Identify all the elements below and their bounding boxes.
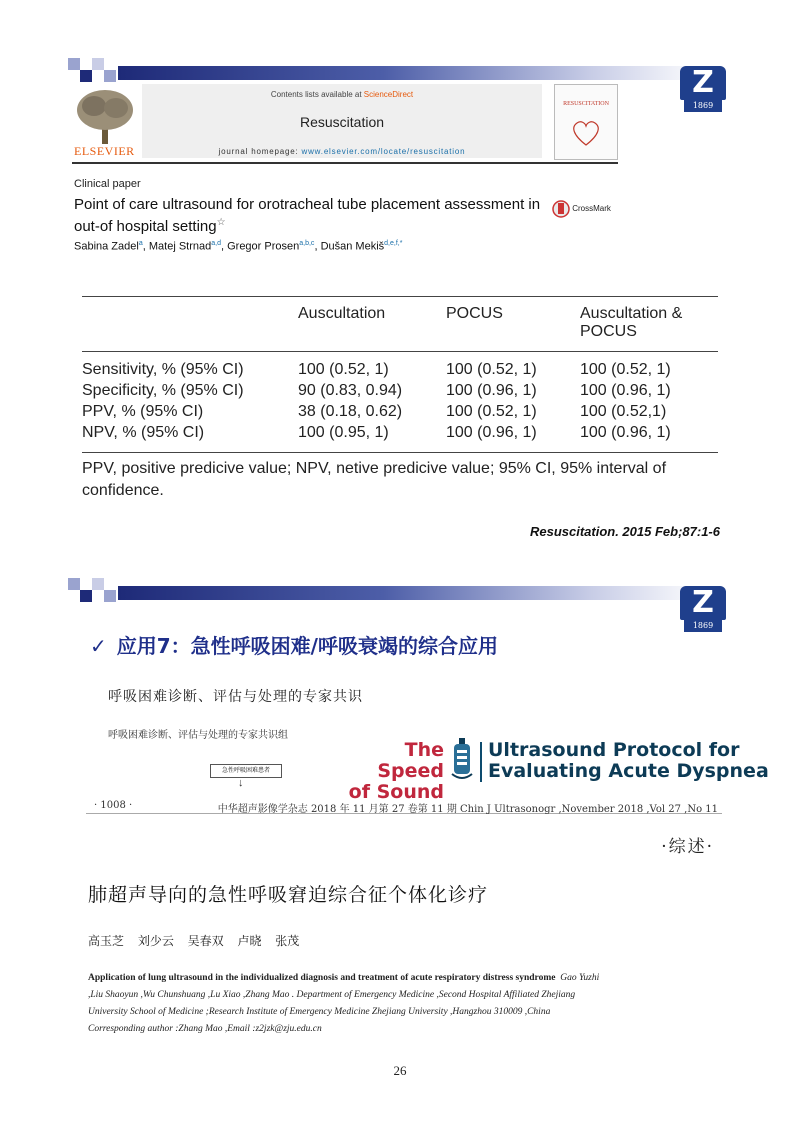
table-cell: 90 (0.83, 0.94): [298, 381, 403, 399]
table-cell: 38 (0.18, 0.62): [298, 402, 403, 420]
article-title: 肺超声导向的急性呼吸窘迫综合征个体化诊疗: [88, 884, 489, 906]
journal-reference: 中华超声影像学杂志 2018 年 11 月第 27 卷第 11 期 Chin J Ultrasonogr ,November 2018 ,Vol 27 ,No 11: [217, 804, 718, 815]
consensus-title: 呼吸困难诊断、评估与处理的专家共识: [108, 689, 363, 705]
table-header: Auscultation & POCUS: [580, 305, 683, 340]
table-bottom-rule: [82, 452, 718, 453]
table-cell: 100 (0.96, 1): [446, 423, 537, 441]
logo-letter: Z: [680, 586, 726, 620]
table-row: [82, 380, 718, 401]
table-cell: NPV, % (95% CI): [82, 423, 205, 441]
section-heading: ✓ 应用7：急性呼吸困难/呼吸衰竭的综合应用: [90, 634, 498, 658]
table-header: [82, 297, 298, 352]
table-cell: PPV, % (95% CI): [82, 402, 204, 420]
journal-page: · 1008 ·: [94, 800, 133, 811]
table-cell: 100 (0.96, 1): [580, 381, 671, 399]
table-cell: 100 (0.52, 1): [298, 360, 389, 378]
sciencedirect-link[interactable]: ScienceDirect: [363, 90, 414, 99]
journal-header: [72, 84, 618, 164]
paper-title: Point of care ultrasound for orotracheal tube placement assessment in out-of hospital setting☆: [74, 196, 541, 235]
speed-of-sound-logo: The Speed of Sound: [348, 739, 444, 803]
journal-name: Resuscitation: [299, 114, 385, 130]
publisher-name: ELSEVIER: [74, 144, 135, 158]
crossmark-icon: [552, 198, 570, 220]
logo-divider: [480, 742, 482, 782]
journal-banner: [142, 84, 542, 158]
table-cell: 100 (0.52, 1): [446, 402, 537, 420]
author: Gregor Prosen: [227, 240, 300, 253]
table-cell: 100 (0.96, 1): [446, 381, 537, 399]
table-cell: Sensitivity, % (95% CI): [82, 360, 244, 378]
journal-cover: [554, 84, 618, 160]
table-row: [82, 352, 718, 381]
table-cell: 100 (0.52, 1): [446, 360, 537, 378]
consensus-group: 呼吸困难诊断、评估与处理的专家共识组: [108, 730, 288, 741]
header-band-top: [68, 58, 708, 84]
journal-running-head: [86, 800, 722, 814]
table-cell: Specificity, % (95% CI): [82, 381, 244, 399]
university-logo-top: [680, 66, 726, 112]
heart-lungs-icon: [569, 115, 603, 149]
homepage-link[interactable]: www.elsevier.com/locate/resuscitation: [301, 147, 466, 156]
ultrasound-probe-icon: [450, 738, 474, 782]
page-number: 26: [393, 1063, 407, 1078]
author-list: Sabina Zadel$^a$, Matej Strnad$^{a,d}$, Gregor Prosen$^{a,b,c}$, Dušan Mekiš$^{d,e,f,*}$: [74, 240, 403, 253]
logo-letter: Z: [680, 66, 726, 100]
section-label: Clinical paper: [74, 178, 141, 190]
table-row: [82, 401, 718, 422]
journal-homepage: journal homepage: www.elsevier.com/locate/resuscitation: [218, 147, 466, 156]
crossmark-badge[interactable]: CrossMark: [552, 198, 611, 220]
author: Matej Strnad: [148, 240, 212, 253]
results-table: [82, 296, 718, 448]
table-cell: 100 (0.52,1): [580, 402, 667, 420]
protocol-title: Ultrasound Protocol for Evaluating Acute Dyspnea: [488, 739, 769, 782]
citation: Resuscitation. 2015 Feb;87:1-6: [529, 524, 720, 539]
flow-box: 急性呼吸困难患者: [210, 764, 282, 778]
logo-year: 1869: [684, 620, 722, 632]
table-header: Auscultation: [298, 305, 386, 322]
university-logo-second: [680, 586, 726, 632]
english-abstract-header: Application of lung ultrasound in the individualized diagnosis and treatment of acute respiratory distress syndrome Gao Yuzhi ,Liu Shaoyun ,Wu Chunshuang ,Lu Xiao ,Zhang Mao . Department of Emergency Medicine ,Second Hospital Affiliated Zhejiang University School of Medicine ;Research Institute of Emergency Medicine Zhejiang University ,Hangzhou 310009 ,China Corresponding author :Zhang Mao ,Email :z2jzk@zju.edu.cn: [88, 973, 600, 1034]
table-cell: 100 (0.96, 1): [580, 423, 671, 441]
table-footnote: PPV, positive predicive value; NPV, netive predicive value; 95% CI, 95% interval of confidence.: [82, 460, 667, 499]
article-authors: 高玉芝 刘少云 吴春双 卢晓 张茂: [88, 934, 300, 948]
down-arrow-icon: ↓: [238, 777, 244, 789]
table-header-row: [82, 297, 718, 352]
table-cell: 100 (0.95, 1): [298, 423, 389, 441]
author: Dušan Mekiš: [320, 240, 385, 253]
logo-year: 1869: [684, 100, 722, 112]
review-label: ·综述·: [661, 837, 714, 857]
table-row: [82, 422, 718, 448]
table-cell: 100 (0.52, 1): [580, 360, 671, 378]
author: Sabina Zadel: [74, 240, 139, 253]
table-header: POCUS: [446, 305, 503, 322]
header-band-second: [68, 578, 708, 604]
cover-title: RESUSCITATION: [563, 101, 609, 107]
check-icon: ✓: [90, 634, 107, 658]
contents-line: Contents lists available at ScienceDirect: [270, 90, 414, 99]
